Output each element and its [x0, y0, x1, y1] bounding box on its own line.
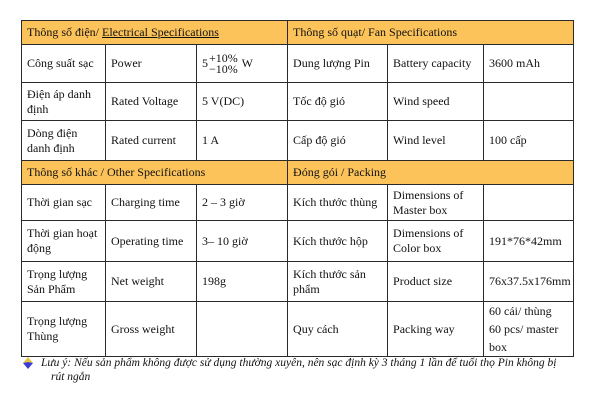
table-row: [22, 83, 574, 121]
cell-label-en: Charging time: [106, 185, 197, 221]
table-row: [22, 121, 574, 161]
section-electrical-vi: Thông số điện/: [27, 25, 102, 39]
cell-value: 3– 10 giờ: [197, 221, 288, 262]
cell-label-en: Net weight: [106, 262, 197, 302]
cell-value: 2 – 3 giờ: [197, 185, 288, 221]
cell-label-vi: Dòng điện danh định: [22, 121, 106, 161]
power-tolerance: [209, 50, 238, 76]
cell-value: 198g: [197, 262, 288, 302]
cell-label-en: Dimensions of Color box: [388, 221, 484, 262]
cell-label-vi: Dung lượng Pin: [288, 45, 388, 83]
cell-label-vi: Công suất sạc: [22, 45, 106, 83]
cell-value-power: [197, 45, 288, 83]
table-row: [22, 262, 574, 302]
section-other-header: Thông số khác / Other Specifications: [22, 161, 288, 185]
section-electrical-header: [22, 21, 288, 45]
cell-label-vi: Trọng lượng Sản Phẩm: [22, 262, 106, 302]
cell-label-en: Packing way: [388, 302, 484, 357]
footnote: [23, 356, 578, 384]
cell-label-en: Wind level: [388, 121, 484, 161]
cell-value: 3600 mAh: [484, 45, 574, 83]
cell-label-vi: Điện áp danh định: [22, 83, 106, 121]
cell-label-vi: Kích thước thùng: [288, 185, 388, 221]
cell-label-vi: Cấp độ gió: [288, 121, 388, 161]
cell-label-en: Battery capacity: [388, 45, 484, 83]
cell-value: 5 V(DC): [197, 83, 288, 121]
table-row: [22, 302, 574, 357]
cell-label-en: Gross weight: [106, 302, 197, 357]
cell-value: 76x37.5x176mm: [484, 262, 574, 302]
packing-line: 60 cái/ thùng: [489, 304, 552, 318]
cell-value-packing: [484, 302, 574, 357]
arrow-bullet-icon: [23, 357, 33, 369]
packing-line: 60 pcs/ master box: [489, 322, 559, 354]
power-minus: −10%: [209, 61, 238, 76]
cell-label-en: Product size: [388, 262, 484, 302]
cell-value: [484, 185, 574, 221]
cell-label-en: Wind speed: [388, 83, 484, 121]
cell-value: [197, 302, 288, 357]
cell-label-vi: Kích thước sản phẩm: [288, 262, 388, 302]
section-header-row: [22, 161, 574, 185]
cell-label-en: Operating time: [106, 221, 197, 262]
section-electrical-en: Electrical Specifications: [102, 25, 219, 39]
table-row: [22, 45, 574, 83]
footnote-line-2: rút ngắn: [51, 371, 91, 383]
cell-label-en: Dimensions of Master box: [388, 185, 484, 221]
cell-label-vi: Thời gian hoạt động: [22, 221, 106, 262]
cell-label-en: Power: [106, 45, 197, 83]
cell-value: 191*76*42mm: [484, 221, 574, 262]
cell-label-vi: Trọng lượng Thùng: [22, 302, 106, 357]
cell-label-en: Rated Voltage: [106, 83, 197, 121]
section-fan-header: Thông số quạt/ Fan Specifications: [288, 21, 574, 45]
section-header-row: [22, 21, 574, 45]
table-row: [22, 185, 574, 221]
cell-label-en: Rated current: [106, 121, 197, 161]
cell-label-vi: Thời gian sạc: [22, 185, 106, 221]
cell-label-vi: Tốc độ gió: [288, 83, 388, 121]
power-unit: W: [241, 55, 253, 70]
cell-label-vi: Quy cách: [288, 302, 388, 357]
cell-label-vi: Kích thước hộp: [288, 221, 388, 262]
cell-value: 1 A: [197, 121, 288, 161]
power-plus: +10%: [209, 50, 238, 65]
cell-value: 100 cấp: [484, 121, 574, 161]
power-base: 5: [202, 55, 208, 70]
footnote-line-1: Lưu ý: Nếu sản phẩm không được sử dụng thường xuyên, nên sạc định kỳ 3 tháng 1 lần để tuổi thọ Pin không bị: [41, 357, 557, 369]
section-packing-header: Đóng gói / Packing: [288, 161, 574, 185]
cell-value: [484, 83, 574, 121]
specifications-table: [21, 20, 574, 357]
